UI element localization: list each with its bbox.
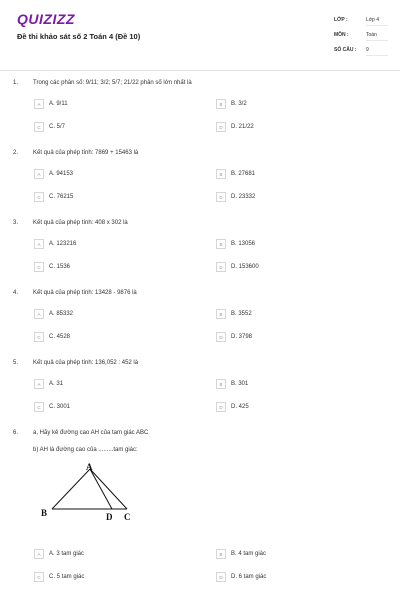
quizizz-logo: QUIZIZZ <box>17 11 75 27</box>
question-number: 4. <box>13 290 19 296</box>
option-label: A. 9/11 <box>49 101 68 107</box>
question-subtext: b) AH là đường cao của .........tam giác: <box>33 447 138 453</box>
question-number: 1. <box>13 80 19 86</box>
option-letter-box: C <box>34 192 44 202</box>
point-d-label: D <box>106 512 113 522</box>
option-letter-box: C <box>34 122 44 132</box>
answer-option[interactable] <box>34 262 70 272</box>
option-label: D. 153600 <box>231 264 259 270</box>
header-divider <box>0 70 400 71</box>
option-letter-box: A <box>34 239 44 249</box>
option-letter-box: B <box>216 99 226 109</box>
answer-option[interactable] <box>216 122 254 132</box>
option-letter-box: B <box>216 169 226 179</box>
option-label: A. 85332 <box>49 311 74 317</box>
answer-option[interactable] <box>216 262 259 272</box>
option-letter-box: D <box>216 332 226 342</box>
option-letter-box: B <box>216 549 226 559</box>
option-label: D. 21/22 <box>231 124 254 130</box>
answer-option[interactable] <box>34 402 70 412</box>
answer-option[interactable] <box>34 169 73 179</box>
option-label: B. 4 tam giác <box>231 551 267 557</box>
answer-option[interactable] <box>216 169 255 179</box>
option-label: B. 27681 <box>231 171 256 177</box>
option-letter-box: B <box>216 309 226 319</box>
vertex-b-label: B <box>41 508 48 518</box>
answer-option[interactable] <box>34 239 76 249</box>
answer-option[interactable] <box>34 572 84 582</box>
option-label: B. 13056 <box>231 241 256 247</box>
meta-value-subject: Toán <box>366 32 388 41</box>
option-label: C. 3001 <box>49 404 71 410</box>
question-text: Kết quả của phép tính: 7869 + 15463 là <box>33 150 139 156</box>
option-label: C. 5 tam giác <box>49 574 85 580</box>
vertex-c-label: C <box>124 512 131 522</box>
option-letter-box: D <box>216 192 226 202</box>
option-letter-box: D <box>216 572 226 582</box>
option-letter-box: C <box>34 402 44 412</box>
answer-option[interactable] <box>216 239 255 249</box>
option-label: C. 1536 <box>49 264 71 270</box>
question-number: 5. <box>13 360 19 366</box>
question-number: 3. <box>13 220 19 226</box>
answer-option[interactable] <box>216 309 252 319</box>
worksheet-title: Đề thi khảo sát số 2 Toán 4 (Đề 10) <box>17 32 141 41</box>
triangle-figure <box>38 460 148 526</box>
option-label: B. 301 <box>231 381 249 387</box>
question-text: a, Hãy kẻ đường cao AH của tam giác ABC <box>33 430 149 436</box>
option-letter-box: A <box>34 549 44 559</box>
option-letter-box: D <box>216 262 226 272</box>
question-text: Kết quả của phép tính: 13428 - 9876 là <box>33 290 137 296</box>
option-letter-box: B <box>216 379 226 389</box>
answer-option[interactable] <box>34 122 65 132</box>
meta-value-question-count: 9 <box>366 47 388 56</box>
answer-option[interactable] <box>34 332 70 342</box>
option-label: A. 31 <box>49 381 64 387</box>
option-label: D. 23332 <box>231 194 256 200</box>
answer-option[interactable] <box>216 192 255 202</box>
option-label: C. 5/7 <box>49 124 66 130</box>
option-label: D. 3798 <box>231 334 253 340</box>
option-letter-box: A <box>34 99 44 109</box>
answer-option[interactable] <box>216 572 266 582</box>
question-text: Kết quả của phép tính: 136,052 : 452 là <box>33 360 139 366</box>
option-letter-box: D <box>216 402 226 412</box>
answer-option[interactable] <box>34 99 68 109</box>
option-label: A. 94153 <box>49 171 74 177</box>
meta-label-question-count: SỐ CÂU : <box>334 47 357 53</box>
side-ab <box>52 469 90 509</box>
option-label: C. 4528 <box>49 334 71 340</box>
option-label: B. 3552 <box>231 311 252 317</box>
option-letter-box: A <box>34 169 44 179</box>
option-letter-box: C <box>34 262 44 272</box>
option-letter-box: D <box>216 122 226 132</box>
meta-label-subject: MÔN : <box>334 32 349 38</box>
answer-option[interactable] <box>216 549 266 559</box>
option-letter-box: C <box>34 332 44 342</box>
option-label: D. 6 tam giác <box>231 574 267 580</box>
option-letter-box: C <box>34 572 44 582</box>
answer-option[interactable] <box>34 549 84 559</box>
question-number: 2. <box>13 150 19 156</box>
answer-option[interactable] <box>216 402 249 412</box>
option-label: D. 425 <box>231 404 249 410</box>
answer-option[interactable] <box>216 379 248 389</box>
question-text: Kết quả của phép tính: 408 x 302 là <box>33 220 128 226</box>
option-label: A. 3 tam giác <box>49 551 85 557</box>
answer-option[interactable] <box>34 309 73 319</box>
question-number: 6. <box>13 430 19 436</box>
option-label: A. 123216 <box>49 241 77 247</box>
option-letter-box: A <box>34 309 44 319</box>
option-label: C. 76215 <box>49 194 74 200</box>
question-text: Trong các phân số: 9/11; 3/2; 5/7; 21/22 phân số lớn nhất là <box>33 80 192 86</box>
option-letter-box: A <box>34 379 44 389</box>
meta-label-class: LỚP : <box>334 17 348 23</box>
answer-option[interactable] <box>216 99 247 109</box>
worksheet-header <box>0 0 400 70</box>
meta-value-class: Lớp 4 <box>366 17 388 26</box>
answer-option[interactable] <box>34 379 63 389</box>
option-letter-box: B <box>216 239 226 249</box>
option-label: B. 3/2 <box>231 101 247 107</box>
vertex-a-label: A <box>86 462 93 472</box>
answer-option[interactable] <box>34 192 73 202</box>
answer-option[interactable] <box>216 332 252 342</box>
